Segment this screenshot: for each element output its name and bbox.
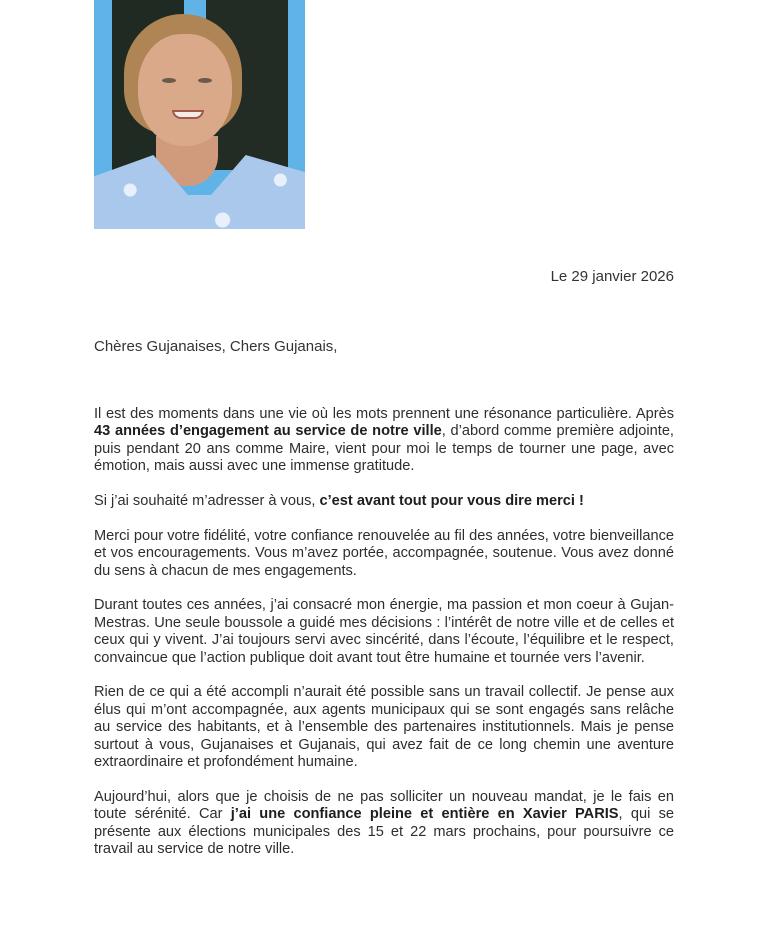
portrait-photo [94, 0, 305, 229]
letter-salutation: Chères Gujanaises, Chers Gujanais, [94, 338, 338, 355]
paragraph-6-text-a: Aujourd’hui, alors que je choisis de ne pas solliciter un nouveau mandat, je le fais en toute sérénité. Car [94, 788, 674, 823]
paragraph-4: Durant toutes ces années, j’ai consacré mon énergie, ma passion et mon coeur à Gujan-Mestras. Une seule boussole a guidé mes décisions : l’intérêt de notre ville et de celles et ceux qui y vivent. J’ai toujours servi avec sincérité, dans l’écoute, l’équilibre et le respect, convaincue que l’action publique doit avant tout être humaine et tournée vers l’avenir. [94, 597, 674, 666]
letter-body [94, 406, 674, 876]
paragraph-2-text-a: Si j’ai souhaité m’adresser à vous, [94, 493, 320, 510]
paragraph-1-emphasis: 43 années d’engagement au service de notre ville [94, 423, 442, 440]
portrait-eye-right [198, 78, 212, 83]
paragraph-6-text-b: , qui se présente aux élections municipales des 15 et 22 mars prochains, pour poursuivre ce travail au service de notre ville. [94, 806, 674, 858]
paragraph-1-text-b: , d’abord comme première adjointe, puis pendant 20 ans comme Maire, vient pour moi le temps de tourner une page, avec émotion, mais aussi avec une immense gratitude. [94, 423, 674, 475]
paragraph-1 [94, 406, 674, 476]
paragraph-5: Rien de ce qui a été accompli n’aurait été possible sans un travail collectif. Je pense aux élus qui m’ont accompagnée, aux agents municipaux qui se sont engagés sans relâche au service des habitants, et à l’ensemble des partenaires institutionnels. Mais je pense surtout à vous, Gujanaises et Gujanais, qui avez fait de ce long chemin une aventure extraordinaire et profondément humaine. [94, 684, 674, 771]
letter-date: Le 29 janvier 2026 [550, 268, 674, 285]
paragraph-6-emphasis: j’ai une confiance pleine et entière en Xavier PARIS [230, 806, 619, 823]
paragraph-6 [94, 789, 674, 859]
paragraph-2-emphasis: c’est avant tout pour vous dire merci ! [319, 493, 584, 510]
portrait-eye-left [162, 78, 176, 83]
portrait-smile [172, 110, 204, 119]
paragraph-1-text-a: Il est des moments dans une vie où les mots prennent une résonance particulière. Après [94, 406, 674, 422]
paragraph-2 [94, 493, 674, 510]
paragraph-3: Merci pour votre fidélité, votre confiance renouvelée au fil des années, votre bienveillance et vos encouragements. Vous m’avez portée, accompagnée, soutenue. Vous avez donné du sens à chacun de mes engagements. [94, 527, 674, 579]
portrait-face [138, 34, 232, 146]
